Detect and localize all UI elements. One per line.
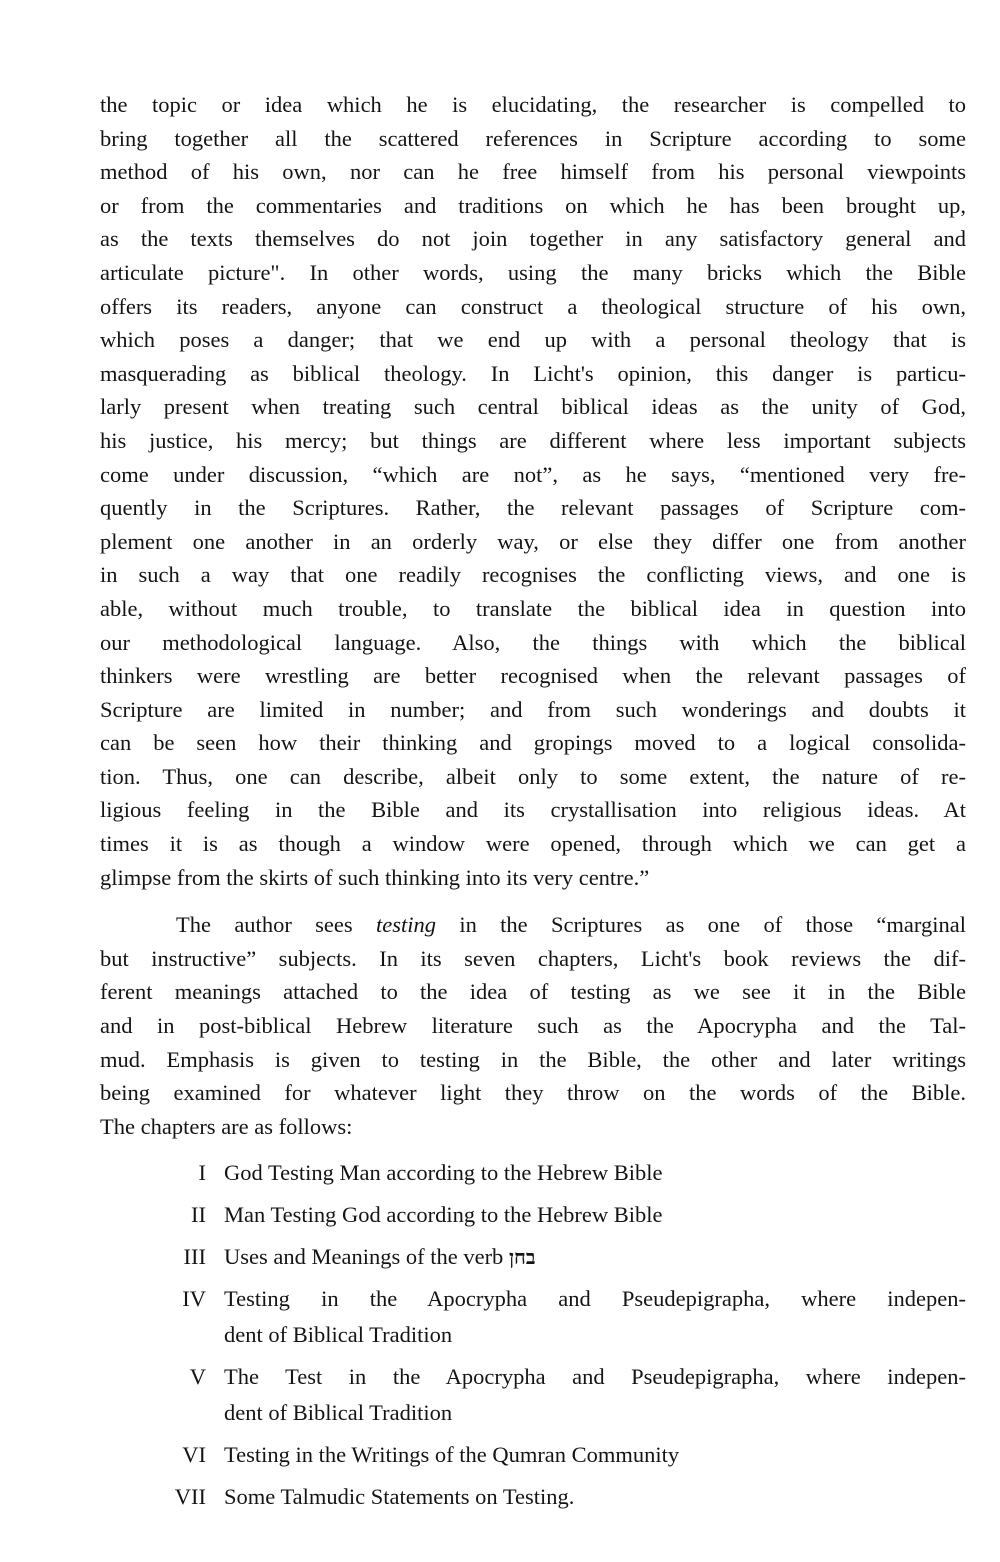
chapter-title-line: God Testing Man according to the Hebrew Bible — [224, 1160, 663, 1186]
text-line: quently in the Scriptures. Rather, the relevant passages of Scripture com- — [100, 495, 966, 521]
text-line: masquerading as biblical theology. In Licht's opinion, this danger is particu- — [100, 360, 966, 386]
chapter-number: IV — [182, 1286, 206, 1312]
chapter-title-line: Man Testing God according to the Hebrew Bible — [224, 1202, 663, 1228]
text-line: able, without much trouble, to translate the biblical idea in question into — [100, 595, 966, 621]
paragraph-quote — [100, 88, 966, 894]
chapter-number: I — [198, 1160, 206, 1186]
emphasis-testing: testing — [375, 912, 436, 938]
chapter-title-line: dent of Biblical Tradition — [224, 1400, 453, 1426]
text-line: glimpse from the skirts of such thinking into its very centre.” — [100, 864, 650, 890]
text-line: in such a way that one readily recognises the conflicting views, and one is — [100, 562, 966, 588]
text-line: our methodological language. Also, the things with which the biblical — [100, 629, 966, 655]
chapter-title — [224, 1359, 966, 1431]
chapter-number: III — [183, 1244, 206, 1270]
chapter-title — [224, 1479, 966, 1515]
text-line — [100, 908, 966, 942]
text-line: larly present when treating such central biblical ideas as the unity of God, — [100, 394, 966, 420]
chapter-title-line: dent of Biblical Tradition — [224, 1322, 453, 1348]
paragraph-summary — [100, 908, 966, 1143]
text-line: being examined for whatever light they throw on the words of the Bible. — [100, 1080, 966, 1106]
chapter-list — [100, 1155, 966, 1515]
chapter-item — [100, 1155, 966, 1191]
chapter-number: V — [189, 1364, 206, 1390]
text-line: bring together all the scattered references in Scripture according to some — [100, 125, 966, 151]
text-line: ligious feeling in the Bible and its crystallisation into religious ideas. At — [100, 797, 966, 823]
chapter-title-line: Some Talmudic Statements on Testing. — [224, 1484, 575, 1510]
text-line: times it is as though a window were opened, through which we can get a — [100, 831, 966, 857]
chapter-title — [224, 1197, 966, 1233]
chapter-number: VII — [174, 1484, 206, 1510]
chapter-number: II — [191, 1202, 206, 1228]
chapter-title — [224, 1239, 966, 1275]
chapter-title-text: Uses and Meanings of the verb — [224, 1244, 504, 1270]
chapter-item — [100, 1479, 966, 1515]
chapter-item — [100, 1281, 966, 1353]
text-line: offers its readers, anyone can construct a theological structure of his own, — [100, 293, 966, 319]
text-line: Scripture are limited in number; and from such wonderings and doubts it — [100, 696, 966, 722]
page-body — [100, 88, 966, 1521]
chapter-number: VI — [182, 1442, 206, 1468]
text-run: The author sees — [176, 912, 376, 938]
chapter-item — [100, 1437, 966, 1473]
chapter-title-line: The Test in the Apocrypha and Pseudepigrapha, where indepen- — [224, 1364, 966, 1390]
chapter-title-line: Testing in the Apocrypha and Pseudepigrapha, where indepen- — [224, 1286, 966, 1312]
text-line: or from the commentaries and traditions on which he has been brought up, — [100, 192, 966, 218]
text-line: come under discussion, “which are not”, as he says, “mentioned very fre- — [100, 461, 966, 487]
chapter-title — [224, 1437, 966, 1473]
text-line: but instructive” subjects. In its seven chapters, Licht's book reviews the dif- — [100, 945, 966, 971]
chapter-title-line: Testing in the Writings of the Qumran Community — [224, 1442, 680, 1468]
chapter-item — [100, 1359, 966, 1431]
text-line: thinkers were wrestling are better recognised when the relevant passages of — [100, 663, 966, 689]
text-line: and in post-biblical Hebrew literature such as the Apocrypha and the Tal- — [100, 1013, 966, 1039]
text-run: in the Scriptures as one of those “marginal — [435, 912, 966, 938]
text-line: articulate picture". In other words, using the many bricks which the Bible — [100, 259, 966, 285]
text-line: his justice, his mercy; but things are different where less important subjects — [100, 427, 966, 453]
chapter-item — [100, 1197, 966, 1233]
text-line: which poses a danger; that we end up with a personal theology that is — [100, 327, 966, 353]
text-line: can be seen how their thinking and gropings moved to a logical consolida- — [100, 730, 966, 756]
text-line: method of his own, nor can he free himself from his personal viewpoints — [100, 159, 966, 185]
chapter-item — [100, 1239, 966, 1275]
text-line: ferent meanings attached to the idea of testing as we see it in the Bible — [100, 979, 966, 1005]
text-line: tion. Thus, one can describe, albeit only to some extent, the nature of re- — [100, 763, 966, 789]
text-line: plement one another in an orderly way, or else they differ one from another — [100, 528, 966, 554]
text-line: mud. Emphasis is given to testing in the Bible, the other and later writings — [100, 1046, 966, 1072]
hebrew-word: בחן — [508, 1245, 536, 1270]
text-line: the topic or idea which he is elucidating, the researcher is compelled to — [100, 92, 966, 117]
text-line: as the texts themselves do not join together in any satisfactory general and — [100, 226, 966, 252]
chapter-title-line — [224, 1239, 966, 1275]
chapter-title — [224, 1155, 966, 1191]
text-line: The chapters are as follows: — [100, 1113, 353, 1139]
chapter-title — [224, 1281, 966, 1353]
